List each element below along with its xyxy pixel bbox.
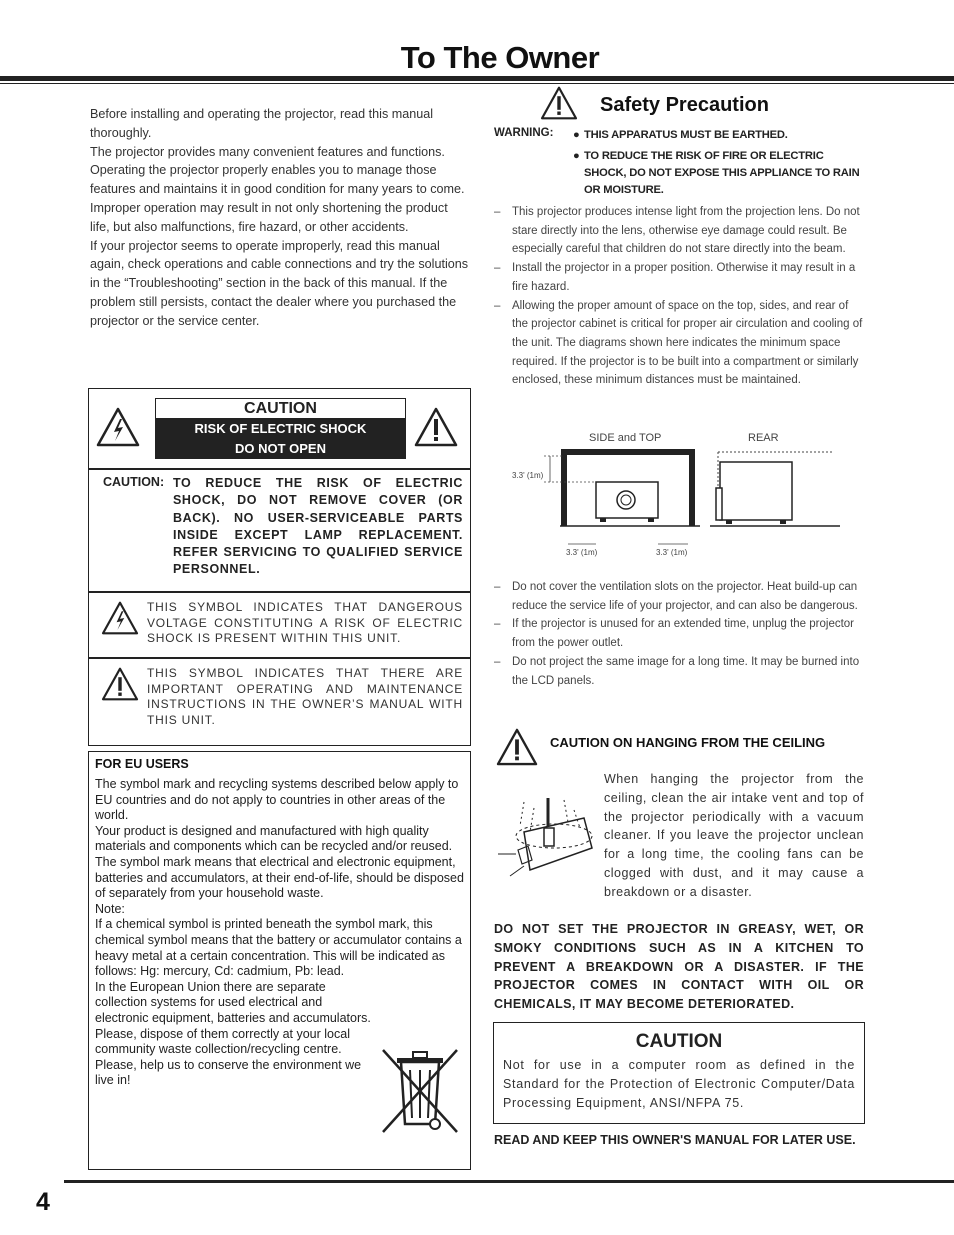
eu-paragraph: Your product is designed and manufactured with high quality materials and components which can be recycled and/or reused. [95,823,453,854]
bullet-icon: ● [573,150,580,162]
list-item: – Do not cover the ventilation slots on the projector. Heat build-up can reduce the service life of your projector, and can also be dangerous. [494,578,864,615]
hanging-warning-icon [496,728,538,766]
read-keep-notice: READ AND KEEP THIS OWNER'S MANUAL FOR LATER USE. [494,1133,856,1147]
lightning-warning-icon [96,407,140,447]
ceiling-projector-icon [494,792,598,884]
shock-warning-bar [155,419,406,459]
shock-line-1: RISK OF ELECTRIC SHOCK [194,421,367,436]
list-item: – This projector produces intense light from the projection lens. Do not stare directly into the lens, otherwise eye damage could result. Be especially careful that children do not stare directly into the beam. [494,203,864,259]
list-item-text: Allowing the proper amount of space on the top, sides, and rear of the projector cabinet is critical for proper air circulation and cooling of the unit. The diagrams shown here indicates the minimum space required. If the projector is to be built into a compartment or similarly enclosed, these minimum distances must be maintained. [512,299,863,387]
intro-paragraph: Improper operation may result in not only shortening the product life, but also malfunctions, fire hazard, or other accidents. [90,200,448,234]
bullet-icon: ● [573,129,580,141]
list-item-text: If the projector is unused for an extended time, unplug the projector from the power outlet. [512,618,855,650]
eu-paragraph: Note: [95,901,125,916]
exclamation-symbol-icon [101,667,139,701]
eu-text [95,777,465,1089]
caution-head: CAUTION: [103,475,165,489]
warning-label: WARNING: [494,127,554,139]
intro-paragraph: If your projector seems to operate improperly, read this manual again, check operations and cable connections and try the solutions in the “Troubleshooting” section in the back of this manual. If the problem still persists, contact the dealer where you purchased the projector or the service center. [90,238,469,328]
lightning-symbol-icon [101,601,139,635]
list-item: – Install the projector in a proper position. Otherwise it may result in a fire hazard. [494,259,864,296]
caution2-title: CAUTION [635,1031,723,1052]
exclamation-warning-icon [414,407,458,447]
grease-warning: DO NOT SET THE PROJECTOR IN GREASY, WET, OR SMOKY CONDITIONS SUCH AS IN A KITCHEN TO PREVENT A BREAKDOWN OR A DISASTER. IF THE PROJECTOR COMES IN CONTACT WITH OIL OR CHEMICALS, IT MAY BECOME DETERIORATED. [494,922,864,1012]
header-rule [0,76,954,81]
list-item-text: Do not cover the ventilation slots on the projector. Heat build-up can reduce the service life of your projector, and can also be dangerous. [512,581,858,612]
divider [89,657,470,659]
eu-paragraph: If a chemical symbol is printed beneath the symbol mark, this chemical symbol means that the battery or accumulator contains a heavy metal at a certain concentration. This will be indicated as follows: Hg: mercury, Cd: cadmium, Pb: lead. [95,917,462,979]
page-title: To The Owner [400,40,600,75]
warning-item [573,148,863,199]
eu-paragraph: The symbol mark means that electrical and electronic equipment, batteries and accumulators, at their end-of-life, should be disposed of separately from your household waste. [95,854,464,901]
intro-paragraph: The projector provides many convenient features and functions. Operating the projector properly enables you to manage those features and maintains it in good condition for many years to come. [90,144,465,197]
hanging-title: CAUTION ON HANGING FROM THE CEILING [550,735,826,750]
divider [89,468,470,470]
safety-warning-icon [540,86,578,120]
list-item: – Do not project the same image for a long time. It may be burned into the LCD panels. [494,653,864,690]
list-item-text: This projector produces intense light from the projection lens. Do not stare directly into the lens, otherwise eye damage could result. Be especially careful that children do not stare directly into the beam. [512,206,860,256]
computer-room-caution-box [493,1022,865,1124]
intro-paragraph: Before installing and operating the projector, read this manual thoroughly. [90,107,434,140]
warning-text: TO REDUCE THE RISK OF FIRE OR ELECTRIC SHOCK, DO NOT EXPOSE THIS APPLIANCE TO RAIN OR MOISTURE. [584,150,860,196]
intro-text [90,105,470,331]
footer-rule [64,1180,954,1183]
eu-paragraph: Please, help us to conserve the environment we live in! [95,1057,362,1088]
safety-list-b [494,578,864,690]
list-item-text: Do not project the same image for a long time. It may be burned into the LCD panels. [512,655,860,687]
eu-paragraph: The symbol mark and recycling systems described below apply to EU countries and do not apply to countries in other areas of the world. [95,777,459,823]
safety-list-a [494,203,864,390]
warning-text: THIS APPARATUS MUST BE EARTHED. [584,129,788,141]
diagram-distance-bottom-right: 3.3' (1m) [656,548,688,557]
list-item-text: Install the projector in a proper position. Otherwise it may result in a fire hazard. [512,262,856,293]
warning-list [573,127,863,203]
list-item: – If the projector is unused for an extended time, unplug the projector from the power outlet. [494,615,864,652]
eu-users-box [88,751,471,1170]
caution2-text: Not for use in a computer room as defined in the Standard for the Protection of Electronic Computer/Data Processing Equipment, ANSI/NFPA 75. [503,1058,855,1110]
crossed-bin-icon [377,1044,463,1136]
hanging-text: When hanging the projector from the ceiling, clean the air intake vent and top of the projector periodically with a vacuum cleaner. If you leave the projector unclean for a long time, the cooling fans can be clogged with dust, and it may cause a breakdown or a disaster. [604,772,864,899]
diagram-label-side-top: SIDE and TOP [589,432,662,444]
list-item: – Allowing the proper amount of space on the top, sides, and rear of the projector cabinet is critical for proper air circulation and cooling of the unit. The diagrams shown here indicates the minimum space required. If the projector is to be built into a compartment or similarly enclosed, these minimum distances must be maintained. [494,297,864,391]
eu-paragraph: Please, dispose of them correctly at your local community waste collection/recycling centre. [95,1026,350,1057]
eu-paragraph: In the European Union there are separate collection systems for used electrical and electronic equipment, batteries and accumulators. [95,979,371,1025]
symbol1-text: THIS SYMBOL INDICATES THAT DANGEROUS VOLTAGE CONSTITUTING A RISK OF ELECTRIC SHOCK IS PRESENT WITHIN THIS UNIT. [147,600,463,646]
clearance-diagram [540,448,842,548]
electric-shock-caution-box [88,388,471,746]
diagram-distance-left: 3.3' (1m) [512,471,544,480]
caution-text: TO REDUCE THE RISK OF ELECTRIC SHOCK, DO NOT REMOVE COVER (OR BACK). NO USER-SERVICEABLE PARTS INSIDE EXCEPT LAMP REPLACEMENT. REFER SERVICING TO QUALIFIED SERVICE PERSONNEL. [173,476,463,577]
divider [89,591,470,593]
diagram-label-rear: REAR [748,432,779,444]
header-rule-thin [0,83,954,84]
diagram-distance-bottom-left: 3.3' (1m) [566,548,598,557]
warning-item [573,127,863,144]
caution-label: CAUTION [155,398,406,419]
shock-line-2: DO NOT OPEN [234,441,326,456]
symbol2-text: THIS SYMBOL INDICATES THAT THERE ARE IMPORTANT OPERATING AND MAINTENANCE INSTRUCTIONS IN THE OWNER’S MANUAL WITH THIS UNIT. [147,666,463,727]
page-number: 4 [36,1188,50,1216]
safety-title: Safety Precaution [600,94,769,116]
eu-title: FOR EU USERS [95,757,189,771]
